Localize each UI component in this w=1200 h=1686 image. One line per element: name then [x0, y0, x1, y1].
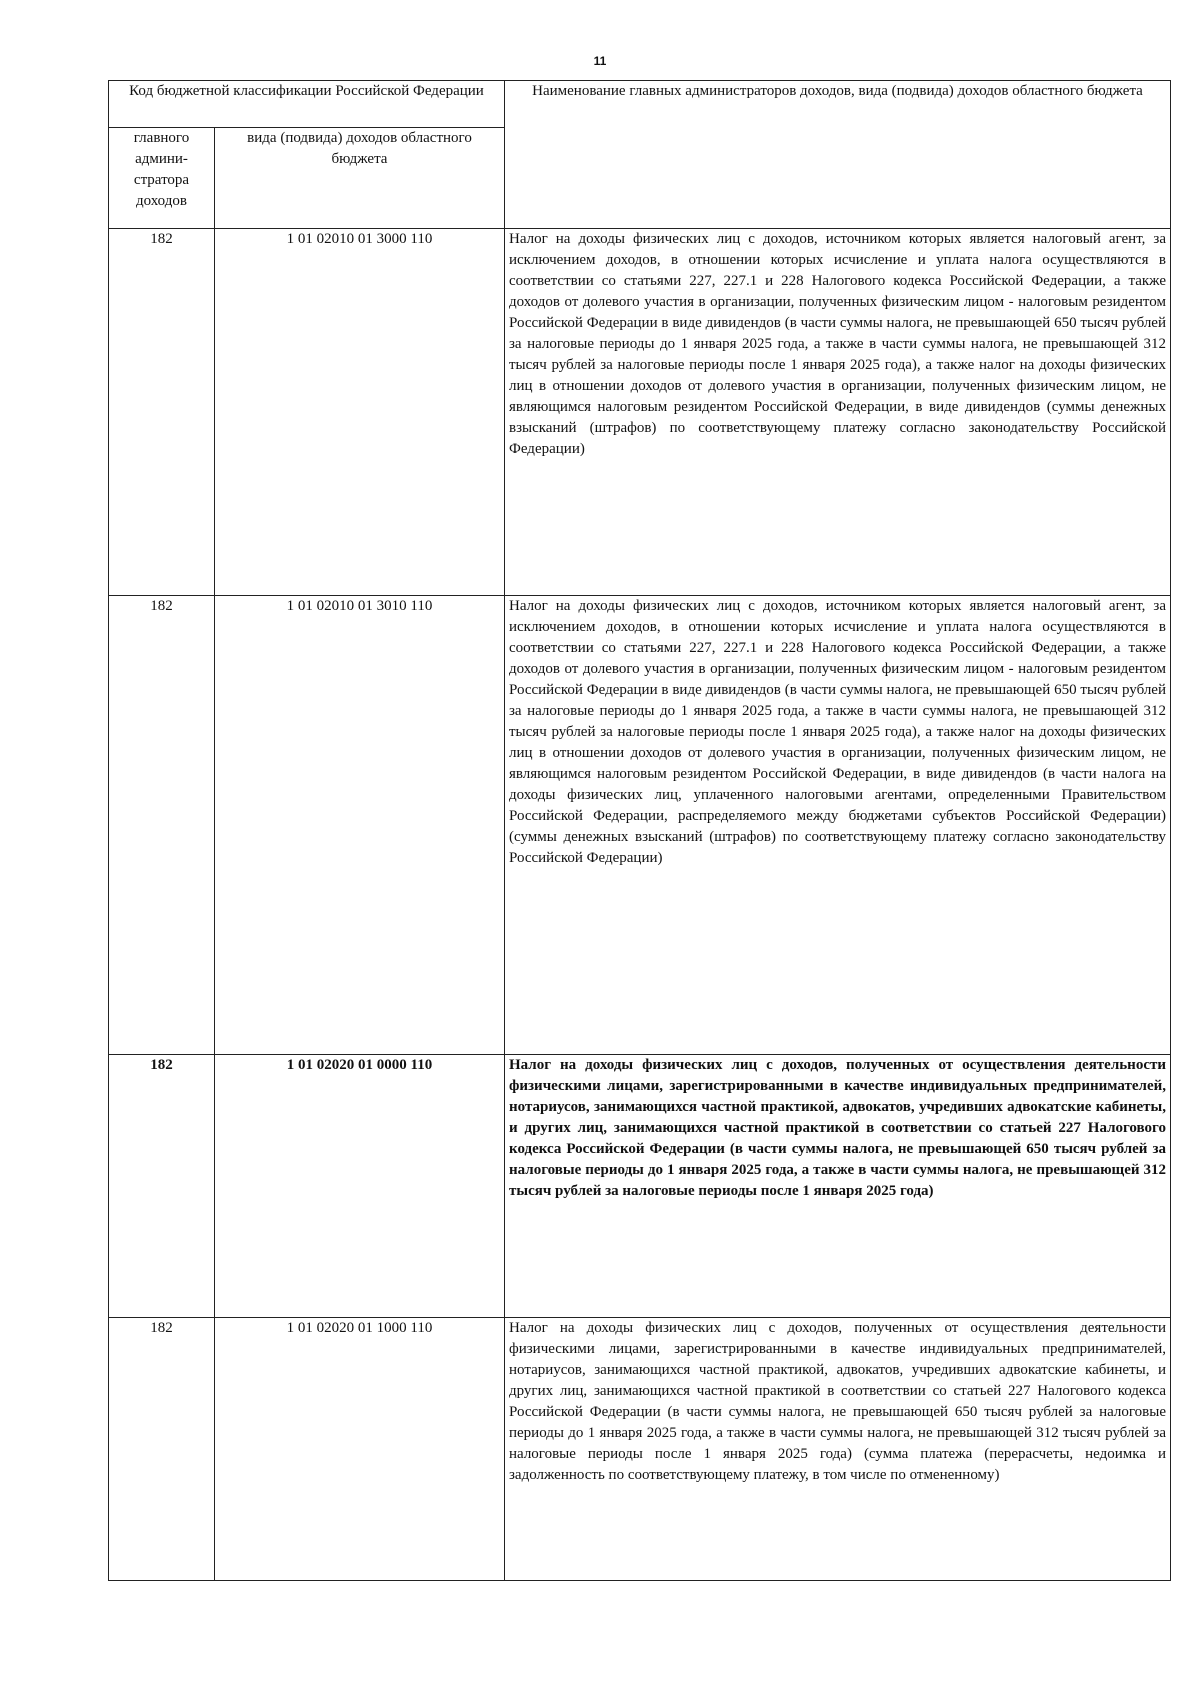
income-name: Налог на доходы физических лиц с доходов, источником которых является налоговый агент, за исключением доходов, в отношении которых исчисление и уплата налога осуществляются в соответствии со статьями 227, 227.1 и 228 Налогового кодекса Российской Федерации, а также доходов от долевого участия в организации, полученных физическим лицом - налоговым резидентом Российской Федерации в виде дивидендов (в части суммы налога, не превышающей 650 тысяч рублей за налоговые периоды до 1 января 2025 года, а также в части суммы налога, не превышающей 312 тысяч рублей за налоговые периоды после 1 января 2025 года), а также налог на доходы физических лиц в отношении доходов от долевого участия в организации, полученных физическим лицом, не являющимся налоговым резидентом Российской Федерации, в виде дивидендов (суммы денежных взысканий (штрафов) по соответствующему платежу согласно законодательству Российской Федерации)	[505, 229, 1171, 596]
income-code: 1 01 02020 01 0000 110	[215, 1055, 505, 1318]
header-income-type: вида (подвида) доходов областного бюджета	[215, 128, 505, 229]
page-number: 11	[593, 54, 607, 68]
income-name: Налог на доходы физических лиц с доходов, источником которых является налоговый агент, за исключением доходов, в отношении которых исчисление и уплата налога осуществляются в соответствии со статьями 227, 227.1 и 228 Налогового кодекса Российской Федерации, а также доходов от долевого участия в организации, полученных физическим лицом - налоговым резидентом Российской Федерации в виде дивидендов (в части суммы налога, не превышающей 650 тысяч рублей за налоговые периоды до 1 января 2025 года, а также в части суммы налога, не превышающей 312 тысяч рублей за налоговые периоды после 1 января 2025 года), а также налог на доходы физических лиц в отношении доходов от долевого участия в организации, полученных физическим лицом, не являющимся налоговым резидентом Российской Федерации, в виде дивидендов (в части налога на доходы физических лиц, уплаченного налоговыми агентами, определенными Правительством Российской Федерации, распределяемого между бюджетами субъектов Российской Федерации) (суммы денежных взысканий (штрафов) по соответствующему платежу согласно законодательству Российской Федерации)	[505, 596, 1171, 1055]
table-row	[109, 596, 1171, 1055]
header-budget-code: Код бюджетной классификации Российской Федерации	[109, 81, 505, 128]
table-row	[109, 229, 1171, 596]
administrator-code: 182	[109, 1055, 215, 1318]
income-code: 1 01 02010 01 3010 110	[215, 596, 505, 1055]
income-code: 1 01 02010 01 3000 110	[215, 229, 505, 596]
budget-classification-table	[108, 80, 1171, 1581]
table-row	[109, 1055, 1171, 1318]
income-name: Налог на доходы физических лиц с доходов, полученных от осуществления деятельности физическими лицами, зарегистрированными в качестве индивидуальных предпринимателей, нотариусов, занимающихся частной практикой, адвокатов, учредивших адвокатские кабинеты, и других лиц, занимающихся частной практикой в соответствии со статьей 227 Налогового кодекса Российской Федерации (в части суммы налога, не превышающей 650 тысяч рублей за налоговые периоды до 1 января 2025 года, а также в части суммы налога, не превышающей 312 тысяч рублей за налоговые периоды после 1 января 2025 года) (сумма платежа (перерасчеты, недоимка и задолженность по соответствующему платежу, в том числе по отмененному)	[505, 1318, 1171, 1581]
administrator-code: 182	[109, 1318, 215, 1581]
administrator-code: 182	[109, 229, 215, 596]
table-row	[109, 1318, 1171, 1581]
header-administrator-name: Наименование главных администраторов доходов, вида (подвида) доходов областного бюджета	[505, 81, 1171, 229]
income-code: 1 01 02020 01 1000 110	[215, 1318, 505, 1581]
administrator-code: 182	[109, 596, 215, 1055]
income-name: Налог на доходы физических лиц с доходов, полученных от осуществления деятельности физическими лицами, зарегистрированными в качестве индивидуальных предпринимателей, нотариусов, занимающихся частной практикой, адвокатов, учредивших адвокатские кабинеты, и других лиц, занимающихся частной практикой в соответствии со статьей 227 Налогового кодекса Российской Федерации (в части суммы налога, не превышающей 650 тысяч рублей за налоговые периоды до 1 января 2025 года, а также в части суммы налога, не превышающей 312 тысяч рублей за налоговые периоды после 1 января 2025 года)	[505, 1055, 1171, 1318]
header-chief-administrator: главного админи-стратора доходов	[109, 128, 215, 229]
